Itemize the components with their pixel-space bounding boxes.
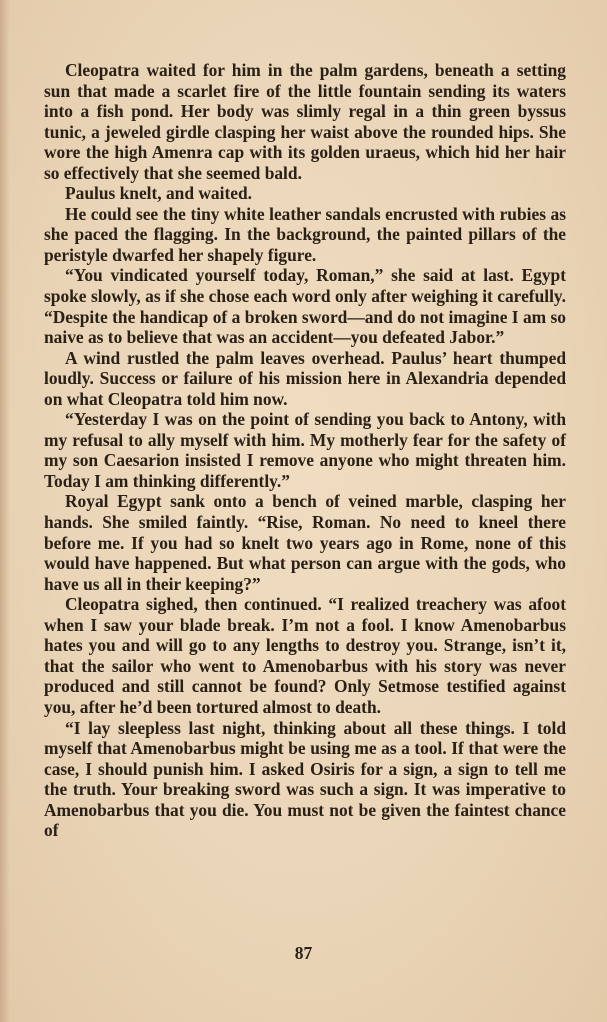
paragraph-4: “You vindicated yourself today, Roman,” she said at last. Egypt spoke slowly, as if she chose each word only after weighing it carefully. “Despite the handicap of a broken sword—and do not imagine I am so naive as to believe that was an accident—you defeated Jabor.” (44, 265, 566, 348)
page-number: 87 (294, 943, 313, 963)
paragraph-2: Paulus knelt, and waited. (65, 183, 252, 204)
paragraph-1: Cleopatra waited for him in the palm gardens, beneath a setting sun that made a scarlet fire of the little fountain sending its waters into a fish pond. Her body was slimly regal in a thin green byssus tunic, a jeweled girdle clasping her waist above the rounded hips. She wore the high Amenra cap with its golden uraeus, which hid her hair so effectively that she seemed bald. (44, 60, 566, 183)
paragraph-3: He could see the tiny white leather sandals encrusted with rubies as she paced the flagging. In the background, the painted pillars of the peristyle dwarfed her shapely figure. (44, 203, 566, 265)
paragraph-5: A wind rustled the palm leaves overhead. Paulus’ heart thumped loudly. Success or failure of his mission here in Alexandria depended on what Cleopatra told him now. (44, 347, 566, 409)
paragraph-7: Royal Egypt sank onto a bench of veined marble, clasping her hands. She smiled faintly. “Rise, Roman. No need to kneel there before me. If you had so knelt two years ago in Rome, none of this would have happened. But what person can argue with the gods, who have us all in their keeping?” (44, 491, 566, 594)
paragraph-6: “Yesterday I was on the point of sending you back to Antony, with my refusal to ally myself with him. My motherly fear for the safety of my son Caesarion insisted I remove anyone who might threaten him. Today I am thinking differently.” (44, 409, 566, 491)
paragraph-8: Cleopatra sighed, then continued. “I realized treachery was afoot when I saw your blade break. I’m not a fool. I know Amenobarbus hates you and will go to any lengths to destroy you. Strange, isn’t it, that the sailor who went to Amenobarbus with his story was never produced and still cannot be found? Only Setmose testified against you, after he’d been tortured almost to death. (44, 594, 566, 717)
paragraph-9: “I lay sleepless last night, thinking about all these things. I told myself that Amenobarbus might be using me as a tool. If that were the case, I should punish him. I asked Osiris for a sign, a sign to tell me the truth. Your breaking sword was such a sign. It was imperative to Amenobarbus that you die. You must not be given the faintest chance of (44, 717, 566, 841)
body-text (44, 60, 566, 841)
